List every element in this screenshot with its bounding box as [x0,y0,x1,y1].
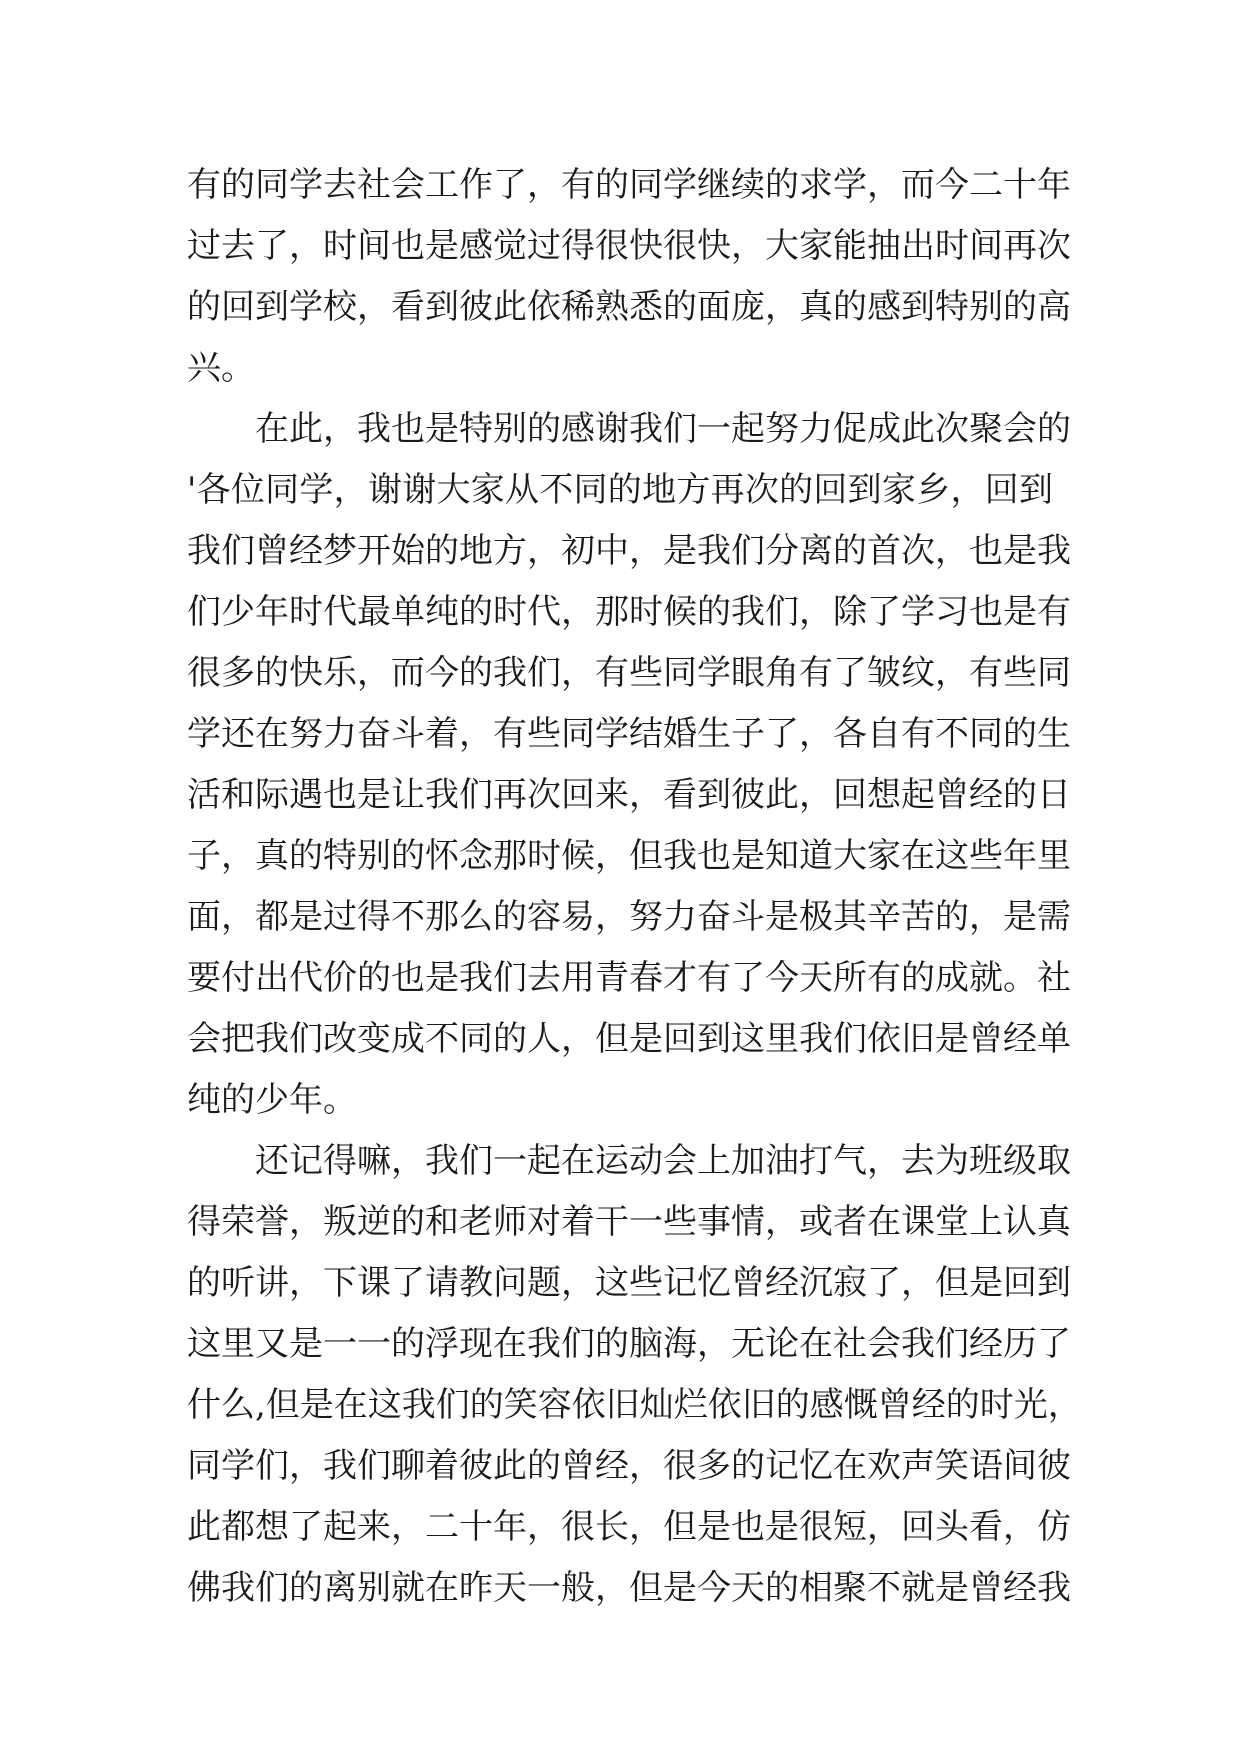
paragraph [187,1131,1082,1619]
text-line: 还记得嘛，我们一起在运动会上加油打气，去为班级取 [255,1141,1071,1181]
text-line: 有的同学去社会工作了，有的同学继续的求学，而今二十年 [187,165,1071,205]
text-line: 的听讲，下课了请教问题，这些记忆曾经沉寂了，但是回到 [187,1263,1071,1303]
text-line: 兴。 [187,348,255,388]
document-body [187,155,1082,1619]
text-line: 过去了，时间也是感觉过得很快很快，大家能抽出时间再次 [187,226,1071,266]
text-line: 在此，我也是特别的感谢我们一起努力促成此次聚会的 [255,409,1071,449]
text-line: 活和际遇也是让我们再次回来，看到彼此，回想起曾经的日 [187,775,1071,815]
text-line: 得荣誉，叛逆的和老师对着干一些事情，或者在课堂上认真 [187,1202,1071,1242]
text-line: 这里又是一一的浮现在我们的脑海，无论在社会我们经历了 [187,1324,1071,1364]
text-line: 的回到学校，看到彼此依稀熟悉的面庞，真的感到特别的高 [187,287,1071,327]
paragraph [187,155,1071,399]
paragraph [187,399,1071,1131]
text-line: '各位同学，谢谢大家从不同的地方再次的回到家乡，回到 [187,470,1053,510]
text-line: 此都想了起来，二十年，很长，但是也是很短，回头看，仿 [187,1507,1071,1547]
text-line: 什么,但是在这我们的笑容依旧灿烂依旧的感慨曾经的时光， [187,1385,1082,1425]
text-line: 子，真的特别的怀念那时候，但我也是知道大家在这些年里 [187,836,1071,876]
text-line: 很多的快乐，而今的我们，有些同学眼角有了皱纹，有些同 [187,653,1071,693]
text-line: 面，都是过得不那么的容易，努力奋斗是极其辛苦的，是需 [187,897,1071,937]
text-line: 我们曾经梦开始的地方，初中，是我们分离的首次，也是我 [187,531,1071,571]
text-line: 纯的少年。 [187,1080,357,1120]
text-line: 学还在努力奋斗着，有些同学结婚生子了，各自有不同的生 [187,714,1071,754]
text-line: 同学们，我们聊着彼此的曾经，很多的记忆在欢声笑语间彼 [187,1446,1071,1486]
text-line: 佛我们的离别就在昨天一般，但是今天的相聚不就是曾经我 [187,1568,1071,1608]
text-line: 们少年时代最单纯的时代，那时候的我们，除了学习也是有 [187,592,1071,632]
text-line: 会把我们改变成不同的人，但是回到这里我们依旧是曾经单 [187,1019,1071,1059]
text-line: 要付出代价的也是我们去用青春才有了今天所有的成就。社 [187,958,1071,998]
